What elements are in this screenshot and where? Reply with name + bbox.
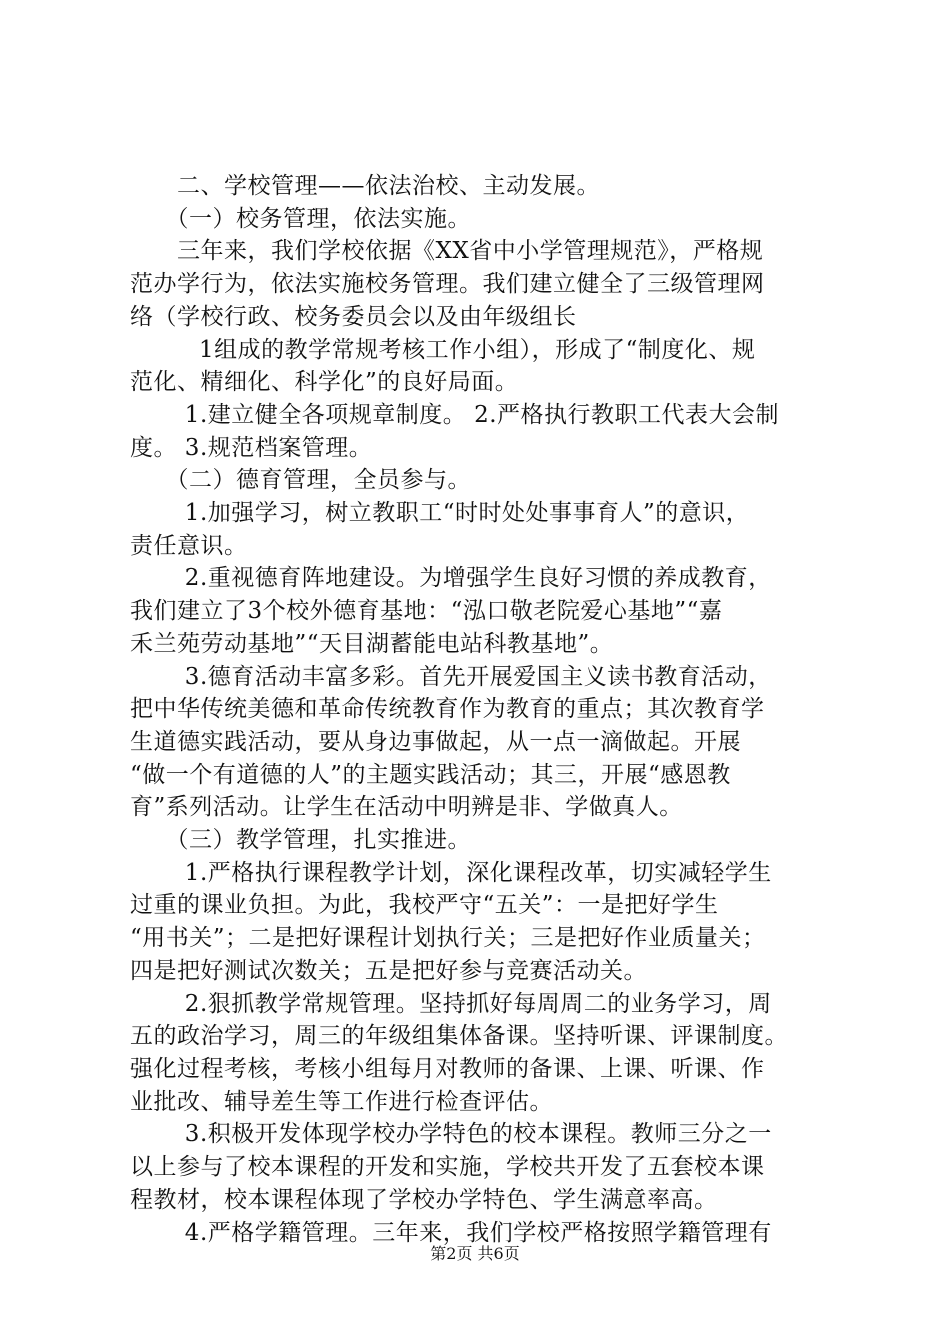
text-line: 3.积极开发体现学校办学特色的校本课程。教师三分之一 [130,1121,772,1148]
text-line: 1.严格执行课程教学计划，深化课程改革，切实减轻学生 [130,859,772,886]
text-line: 强化过程考核，考核小组每月对教师的备课、上课、听课、作 [130,1055,765,1082]
text-line: 三年来，我们学校依据《XX省中小学管理规范》，严格规 [130,238,764,265]
text-line: 生道德实践活动，要从身边事做起，从一点一滴做起。开展 [130,728,741,755]
text-line: 度。 3.规范档案管理。 [130,434,373,461]
text-line: 我们建立了3个校外德育基地：“泓口敬老院爱心基地”“嘉 [130,598,723,625]
text-line: 育”系列活动。让学生在活动中明辨是非、学做真人。 [130,794,683,821]
text-line: 2.重视德育阵地建设。为增强学生良好习惯的养成教育， [130,565,772,592]
text-line: 1组成的教学常规考核工作小组），形成了“制度化、规 [152,336,756,363]
text-line: 络（学校行政、校务委员会以及由年级组长 [130,303,577,330]
text-line: 范办学行为，依法实施校务管理。我们建立健全了三级管理网 [130,271,765,298]
text-line: （二）德育管理，全员参与。 [130,467,471,494]
text-line: 四是把好测试次数关；五是把好参与竞赛活动关。 [130,957,647,984]
text-line: 3.德育活动丰富多彩。首先开展爱国主义读书教育活动， [130,663,772,690]
text-line: 禾兰苑劳动基地”“天目湖蓄能电站科教基地”。 [130,630,614,657]
text-line: （三）教学管理，扎实推进。 [130,827,471,854]
text-line: 五的政治学习，周三的年级组集体备课。坚持听课、评课制度。 [130,1023,788,1050]
document-body [130,170,830,1249]
text-line: “用书关”；二是把好课程计划执行关；三是把好作业质量关； [130,925,766,952]
text-line: “做一个有道德的人”的主题实践活动；其三，开展“感恩教 [130,761,731,788]
page-footer: 第2页 共6页 [430,1244,520,1263]
text-line: 4.严格学籍管理。三年来，我们学校严格按照学籍管理有 [130,1219,772,1246]
text-line: 范化、精细化、科学化”的良好局面。 [130,369,519,396]
text-line: 二、学校管理——依法治校、主动发展。 [130,173,600,199]
text-line: 2.狠抓教学常规管理。坚持抓好每周周二的业务学习，周 [130,990,772,1017]
text-line: 1.加强学习，树立教职工“时时处处事事育人”的意识， [130,500,750,527]
text-line: 把中华传统美德和革命传统教育作为教育的重点；其次教育学 [130,696,765,723]
text-line: 过重的课业负担。为此，我校严守“五关”：一是把好学生 [130,892,719,919]
text-line: （一）校务管理，依法实施。 [130,205,471,232]
text-line: 业批改、辅导差生等工作进行检查评估。 [130,1088,553,1115]
text-line: 以上参与了校本课程的开发和实施，学校共开发了五套校本课 [130,1154,765,1181]
text-line: 1.建立健全各项规章制度。 2.严格执行教职工代表大会制 [130,401,780,428]
text-line: 责任意识。 [130,532,248,559]
text-line: 程教材，校本课程体现了学校办学特色、学生满意率高。 [130,1186,718,1213]
